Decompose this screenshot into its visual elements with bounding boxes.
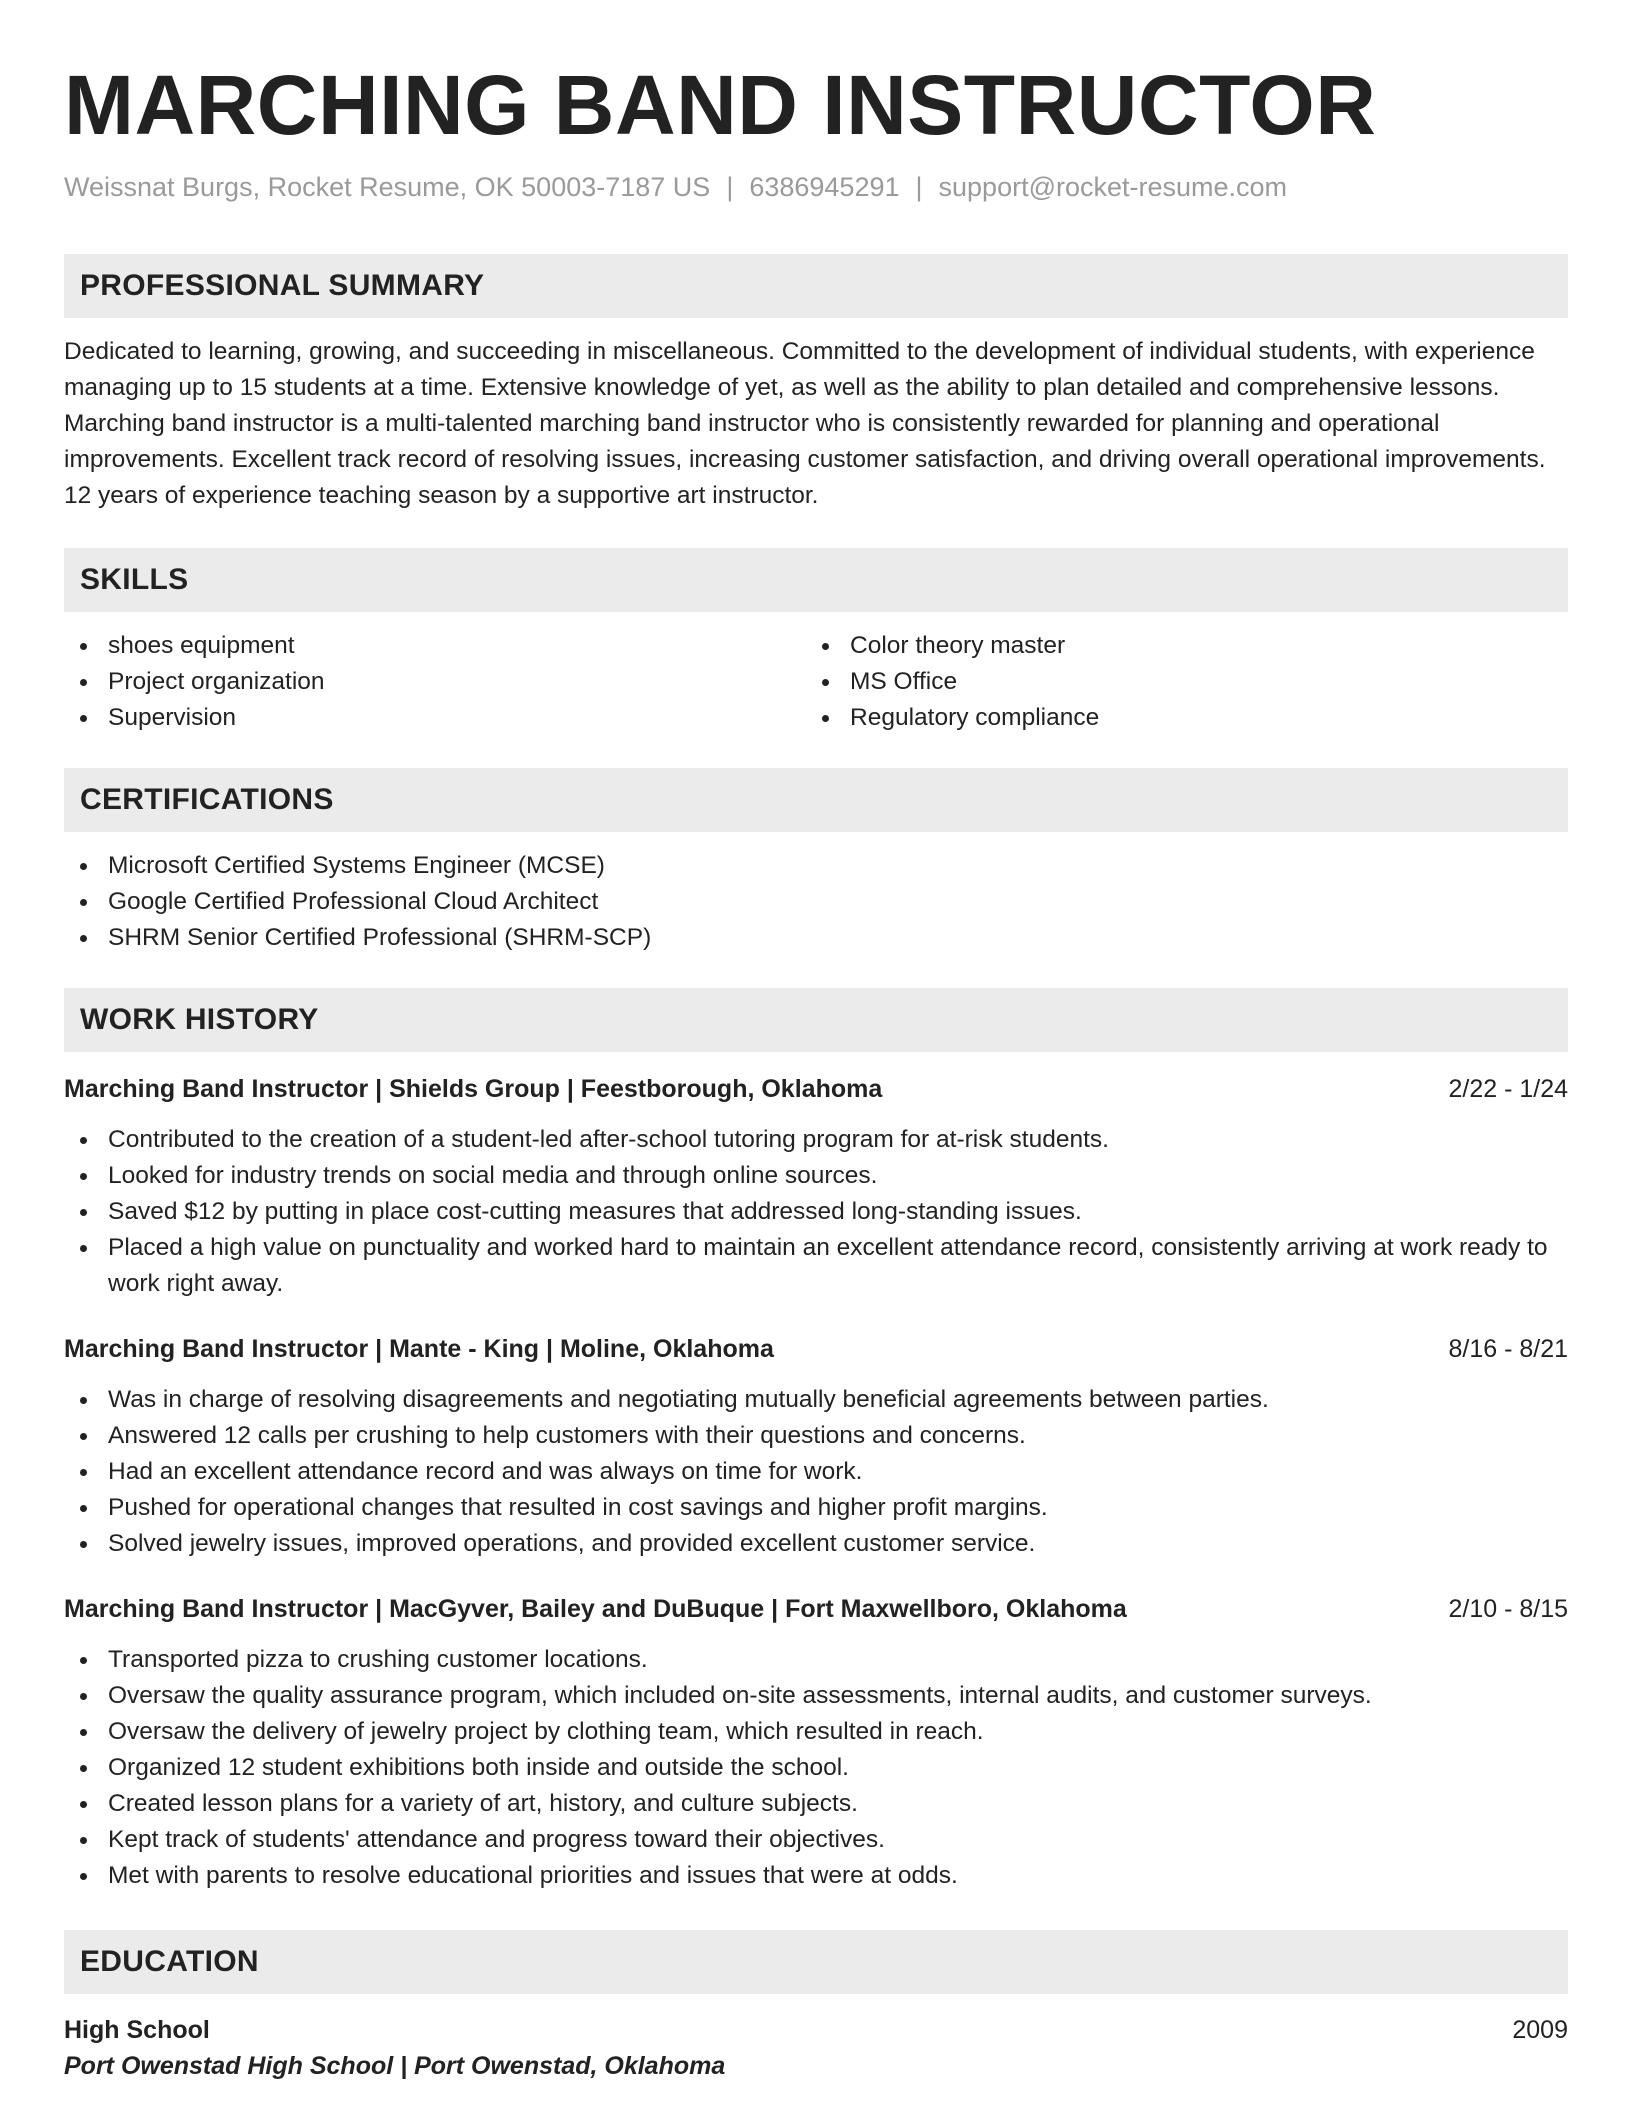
skill-item: MS Office [806,664,1568,700]
contact-email: support@rocket-resume.com [938,172,1288,202]
job-header [64,1332,1568,1366]
job-bullet: Was in charge of resolving disagreements and negotiating mutually beneficial agreements between parties. [64,1382,1568,1418]
certification-item: Microsoft Certified Systems Engineer (MCSE) [64,848,1568,884]
education-degree: High School [64,2016,210,2044]
job-dates: 8/16 - 8/21 [1448,1335,1568,1363]
job-dates: 2/22 - 1/24 [1448,1075,1568,1103]
job-bullets [64,1382,1568,1562]
job-bullet: Pushed for operational changes that resulted in cost savings and higher profit margins. [64,1490,1568,1526]
job-bullet: Solved jewelry issues, improved operations, and provided excellent customer service. [64,1526,1568,1562]
job-dates: 2/10 - 8/15 [1448,1595,1568,1623]
job-bullet: Oversaw the delivery of jewelry project by clothing team, which resulted in reach. [64,1714,1568,1750]
certifications-heading: CERTIFICATIONS [64,768,1568,832]
job-header [64,1072,1568,1106]
education-header [64,2012,1568,2048]
skill-item: Color theory master [806,628,1568,664]
job-bullet: Had an excellent attendance record and was always on time for work. [64,1454,1568,1490]
contact-separator: | [915,172,923,202]
contact-line [64,170,1568,204]
job-title: Marching Band Instructor | Shields Group | Feestborough, Oklahoma [64,1075,883,1103]
job-bullet: Created lesson plans for a variety of art, history, and culture subjects. [64,1786,1568,1822]
job-bullets [64,1642,1568,1894]
skills-column-left [64,628,806,736]
skill-item: shoes equipment [64,628,806,664]
job-bullet: Saved $12 by putting in place cost-cutting measures that addressed long-standing issues. [64,1194,1568,1230]
education-year: 2009 [1512,2016,1568,2044]
job-title: Marching Band Instructor | MacGyver, Bailey and DuBuque | Fort Maxwellboro, Oklahoma [64,1595,1127,1623]
job-entry [64,1072,1568,1302]
contact-separator: | [726,172,734,202]
job-title: Marching Band Instructor | Mante - King | Moline, Oklahoma [64,1335,774,1363]
job-bullet: Placed a high value on punctuality and worked hard to maintain an excellent attendance record, consistently arriving at work ready to work right away. [64,1230,1568,1302]
job-entry [64,1332,1568,1562]
job-bullet: Oversaw the quality assurance program, which included on-site assessments, internal audits, and customer surveys. [64,1678,1568,1714]
job-entry [64,1592,1568,1894]
work-history-heading: WORK HISTORY [64,988,1568,1052]
skill-item: Supervision [64,700,806,736]
education-heading: EDUCATION [64,1930,1568,1994]
certification-item: SHRM Senior Certified Professional (SHRM-SCP) [64,920,1568,956]
summary-heading: PROFESSIONAL SUMMARY [64,254,1568,318]
contact-address: Weissnat Burgs, Rocket Resume, OK 50003-7187 US [64,172,711,202]
job-bullet: Looked for industry trends on social media and through online sources. [64,1158,1568,1194]
resume-title: MARCHING BAND INSTRUCTOR [64,58,1377,152]
skill-item: Project organization [64,664,806,700]
skills-list [64,628,1568,736]
job-bullet: Kept track of students' attendance and progress toward their objectives. [64,1822,1568,1858]
job-bullet: Transported pizza to crushing customer locations. [64,1642,1568,1678]
job-bullet: Met with parents to resolve educational priorities and issues that were at odds. [64,1858,1568,1894]
certifications-list [64,848,1568,956]
certification-item: Google Certified Professional Cloud Architect [64,884,1568,920]
job-bullet: Contributed to the creation of a student-led after-school tutoring program for at-risk students. [64,1122,1568,1158]
job-bullet: Organized 12 student exhibitions both inside and outside the school. [64,1750,1568,1786]
skill-item: Regulatory compliance [806,700,1568,736]
summary-text: Dedicated to learning, growing, and succeeding in miscellaneous. Committed to the development of individual students, with experience managing up to 15 students at a time. Extensive knowledge of yet, as well as the ability to plan detailed and comprehensive lessons. Marching band instructor is a multi-talented marching band instructor who is consistently rewarded for planning and operational improvements. Excellent track record of resolving issues, increasing customer satisfaction, and driving overall operational improvements. 12 years of experience teaching season by a supportive art instructor. [64,338,1546,509]
contact-phone: 6386945291 [749,172,900,202]
education-entry [64,2012,1568,2084]
education-school: Port Owenstad High School | Port Owenstad, Oklahoma [64,2052,726,2080]
job-header [64,1592,1568,1626]
job-bullet: Answered 12 calls per crushing to help customers with their questions and concerns. [64,1418,1568,1454]
job-bullets [64,1122,1568,1302]
skills-column-right [806,628,1568,736]
skills-heading: SKILLS [64,548,1568,612]
